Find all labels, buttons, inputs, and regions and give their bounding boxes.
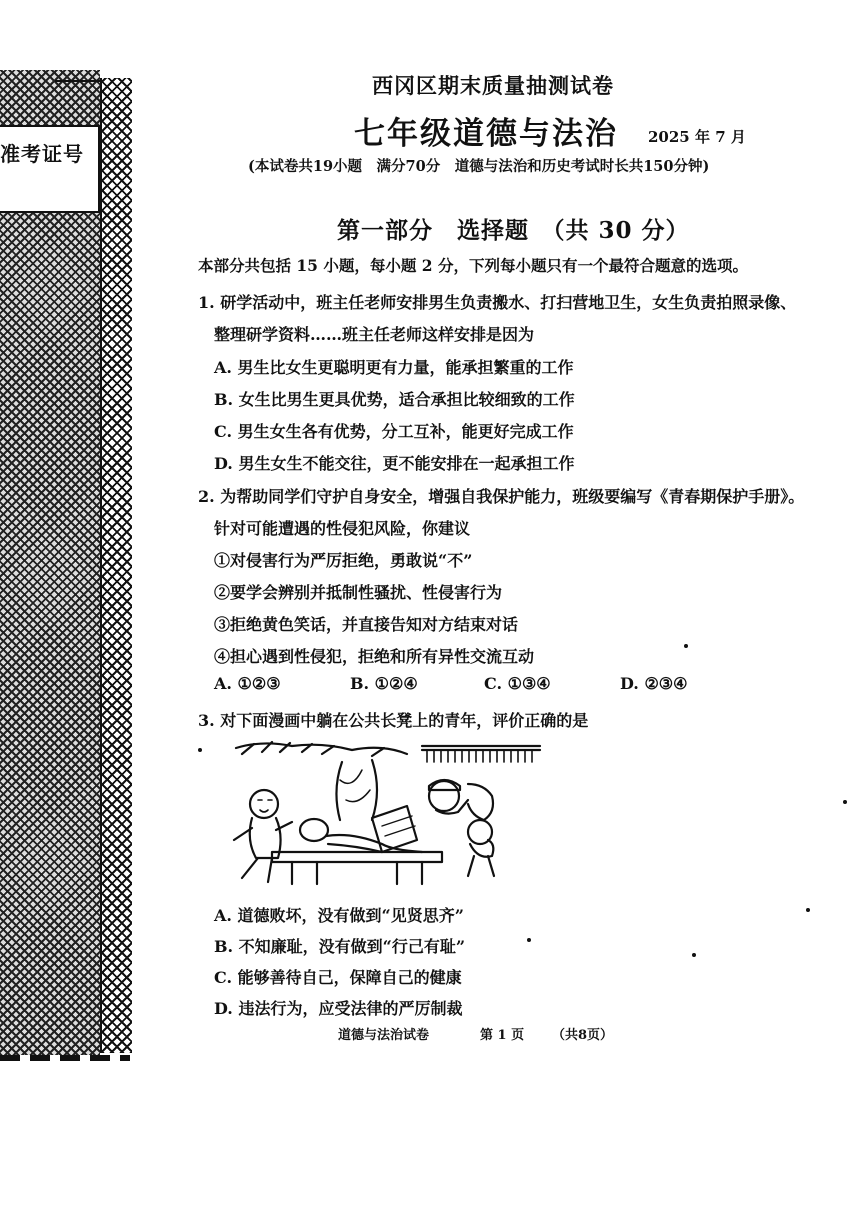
question-1-option-d: D. 男生女生不能交往，更不能安排在一起承担工作 [214, 454, 575, 473]
binding-margin [0, 70, 100, 1055]
exam-title: 七年级道德与法治 [354, 116, 618, 152]
question-2-stem: 2. 为帮助同学们守护自身安全，增强自我保护能力，班级要编写《青春期保护手册》。 [198, 487, 805, 506]
binding-bottom-lines [0, 1055, 130, 1061]
footer-subject: 道德与法治试卷 [338, 1028, 430, 1043]
scan-speck [692, 953, 696, 957]
school-header: 西冈区期末质量抽测试卷 [372, 73, 614, 98]
scan-speck [843, 800, 847, 804]
scan-speck [198, 748, 202, 752]
question-2-item-4: ④担心遇到性侵犯，拒绝和所有异性交流互动 [214, 647, 535, 666]
binding-strip [100, 78, 132, 1053]
exam-number-label: 准考证号 [0, 142, 84, 166]
question-2-item-3: ③拒绝黄色笑话，并直接告知对方结束对话 [214, 615, 519, 634]
question-2-option-b: B. ①②④ [350, 674, 418, 693]
section-title: 第一部分 选择题 （共 30 分） [337, 217, 690, 244]
question-1-stem-cont: 整理研学资料……班主任老师这样安排是因为 [214, 325, 535, 344]
question-3-option-a: A. 道德败坏，没有做到“见贤思齐” [214, 906, 464, 925]
question-3-option-d: D. 违法行为，应受法律的严厉制裁 [214, 999, 463, 1018]
question-1-option-a: A. 男生比女生更聪明更有力量，能承担繁重的工作 [214, 358, 574, 377]
scan-speck [527, 938, 531, 942]
binding-line [55, 80, 100, 82]
question-2-stem-cont: 针对可能遭遇的性侵犯风险，你建议 [214, 519, 471, 538]
question-1-option-c: C. 男生女生各有优势，分工互补，能更好完成工作 [214, 422, 574, 441]
question-1-option-b: B. 女生比男生更具优势，适合承担比较细致的工作 [214, 390, 575, 409]
question-2-option-d: D. ②③④ [620, 674, 688, 693]
question-2-item-1: ①对侵害行为严厉拒绝，勇敢说“不” [214, 551, 473, 570]
exam-info: (本试卷共19小题 满分70分 道德与法治和历史考试时长共150分钟) [248, 158, 710, 175]
question-1-stem: 1. 研学活动中，班主任老师安排男生负责搬水、打扫营地卫生，女生负责拍照录像、 [198, 293, 797, 312]
scan-speck [684, 644, 688, 648]
footer-page: 第 1 页 [480, 1028, 525, 1043]
cartoon-illustration [222, 740, 542, 888]
question-3-option-c: C. 能够善待自己，保障自己的健康 [214, 968, 462, 987]
question-3-option-b: B. 不知廉耻，没有做到“行己有耻” [214, 937, 466, 956]
section-instruction: 本部分共包括 15 小题，每小题 2 分，下列每小题只有一个最符合题意的选项。 [198, 256, 748, 275]
question-2-option-a: A. ①②③ [214, 674, 281, 693]
scan-speck [806, 908, 810, 912]
question-2-option-c: C. ①③④ [484, 674, 551, 693]
question-2-item-2: ②要学会辨别并抵制性骚扰、性侵害行为 [214, 583, 503, 602]
footer-total-pages: （共8页） [552, 1028, 614, 1043]
exam-date: 2025 年 7 月 [648, 128, 746, 146]
question-3-stem: 3. 对下面漫画中躺在公共长凳上的青年，评价正确的是 [198, 711, 589, 730]
